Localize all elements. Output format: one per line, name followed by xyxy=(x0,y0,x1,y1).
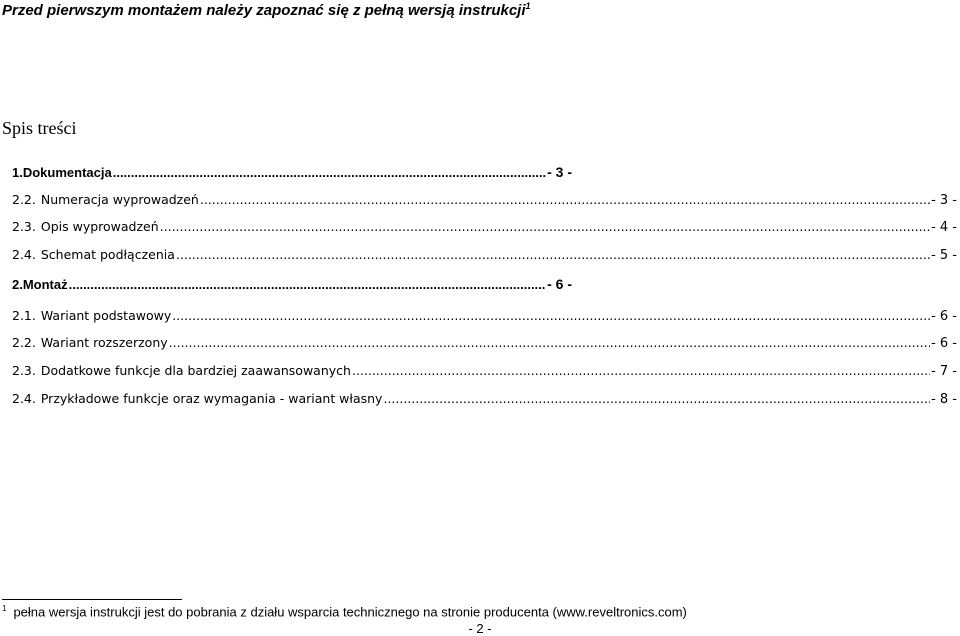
toc-entry-label: Numeracja wyprowadzeń xyxy=(40,192,199,207)
toc-entry-number: 1. xyxy=(12,165,23,180)
toc-entry-przykladowe-funkcje[interactable] xyxy=(12,391,957,407)
toc-entry-dodatkowe-funkcje[interactable] xyxy=(12,363,957,379)
toc-entry-number: 2.4. xyxy=(12,247,36,262)
toc-entry-number: 2. xyxy=(12,277,23,292)
toc-entry-page: - 3 - xyxy=(547,164,572,180)
toc-entry-label: Montaż xyxy=(22,277,68,292)
toc-entry-label: Schemat podłączenia xyxy=(40,247,175,262)
toc-entry-montaz[interactable] xyxy=(12,276,572,292)
toc-leader-dots xyxy=(176,247,930,262)
toc-entry-page: - 4 - xyxy=(931,220,957,235)
toc-entry-number: 2.2. xyxy=(12,192,36,207)
toc-entry-number: 2.2. xyxy=(12,335,36,350)
toc-leader-dots xyxy=(352,363,930,378)
footnote-marker: 1 xyxy=(2,604,7,613)
instruction-notice xyxy=(2,1,531,19)
toc-entry-page: - 6 - xyxy=(931,309,957,324)
toc-leader-dots xyxy=(169,335,930,350)
footnote-reference: 1 xyxy=(525,1,531,11)
toc-entry-label: Wariant podstawowy xyxy=(40,308,172,323)
toc-entry-opis-wyprowadzen[interactable] xyxy=(12,219,957,235)
footnote-text: pełna wersja instrukcji jest do pobrania z działu wsparcia technicznego na stronie producenta (www.reveltronics.com) xyxy=(13,604,687,620)
toc-entry-number: 2.4. xyxy=(12,391,36,406)
toc-title: Spis treści xyxy=(2,118,77,138)
footnote xyxy=(2,604,687,619)
toc-entry-numeracja-wyprowadzen[interactable] xyxy=(12,192,957,208)
toc-entry-number: 2.1. xyxy=(12,308,36,323)
toc-leader-dots xyxy=(383,391,930,406)
toc-entry-number: 2.3. xyxy=(12,219,36,234)
toc-leader-dots xyxy=(200,192,930,207)
toc-entry-page: - 6 - xyxy=(547,276,572,292)
toc-entry-wariant-podstawowy[interactable] xyxy=(12,308,957,324)
toc-entry-page: - 5 - xyxy=(931,248,957,263)
toc-entry-page: - 8 - xyxy=(931,392,957,407)
toc-entry-number: 2.3. xyxy=(12,363,36,378)
footnote-separator xyxy=(2,599,182,600)
toc-entry-page: - 6 - xyxy=(931,336,957,351)
toc-entry-page: - 3 - xyxy=(931,193,957,208)
toc-entry-label: Dodatkowe funkcje dla bardziej zaawansowanych xyxy=(40,363,351,378)
toc-entry-page: - 7 - xyxy=(931,364,957,379)
instruction-notice-text: Przed pierwszym montażem należy zapoznać się z pełną wersją instrukcji xyxy=(2,2,526,19)
toc-leader-dots xyxy=(172,308,930,323)
toc-entry-dokumentacja[interactable] xyxy=(12,164,572,180)
toc-entry-label: Wariant rozszerzony xyxy=(40,335,168,350)
toc-leader-dots xyxy=(113,165,546,180)
toc-entry-label: Dokumentacja xyxy=(22,165,112,180)
toc-entry-wariant-rozszerzony[interactable] xyxy=(12,335,957,351)
toc-leader-dots xyxy=(69,277,546,292)
toc-leader-dots xyxy=(160,219,930,234)
toc-entry-label: Przykładowe funkcje oraz wymagania - wariant własny xyxy=(40,391,383,406)
page-number: - 2 - xyxy=(468,621,492,636)
toc-entry-schemat-podlaczenia[interactable] xyxy=(12,247,957,263)
toc-entry-label: Opis wyprowadzeń xyxy=(40,219,159,234)
